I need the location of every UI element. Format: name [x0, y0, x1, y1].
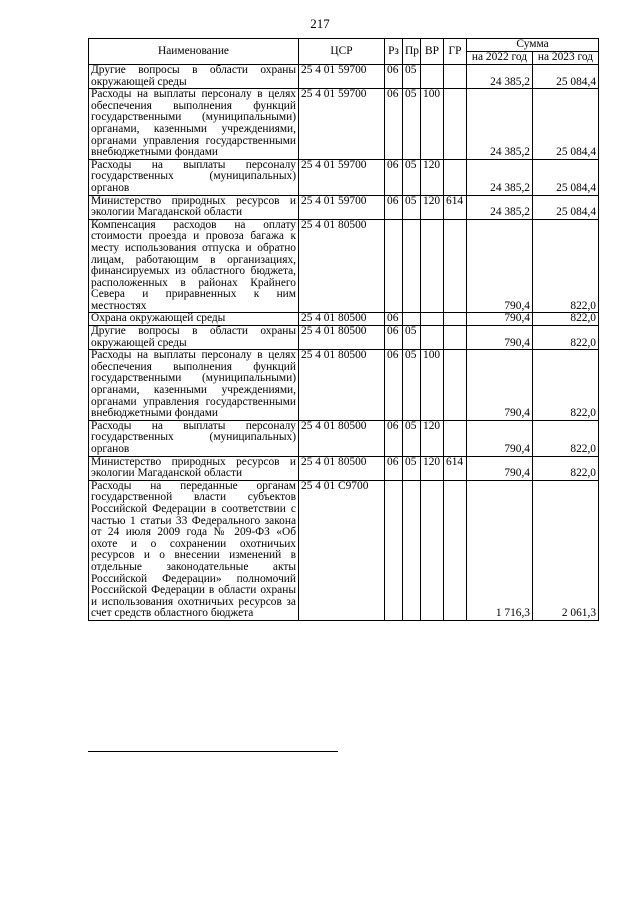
cell-name: Министерство природных ресурсов и экологии Магаданской области	[89, 195, 299, 219]
cell-sum-2023: 25 084,4	[533, 195, 599, 219]
cell-sum-2022: 790,4	[467, 350, 533, 421]
cell-rz: 06	[385, 195, 403, 219]
cell-rz: 06	[385, 456, 403, 480]
cell-rz: 06	[385, 326, 403, 350]
cell-sum-2022: 790,4	[467, 326, 533, 350]
cell-name: Охрана окружающей среды	[89, 313, 299, 326]
header-sum: Сумма	[467, 39, 599, 52]
cell-pr	[403, 313, 421, 326]
cell-sum-2022: 24 385,2	[467, 65, 533, 89]
cell-sum-2023: 822,0	[533, 456, 599, 480]
cell-gr	[444, 159, 467, 195]
cell-rz: 06	[385, 65, 403, 89]
cell-vr	[421, 219, 444, 313]
cell-rz: 06	[385, 159, 403, 195]
cell-sum-2022: 790,4	[467, 313, 533, 326]
cell-name: Расходы на выплаты персоналу государственных (муниципальных) органов	[89, 159, 299, 195]
cell-vr: 100	[421, 350, 444, 421]
cell-csr: 25 4 01 80500	[299, 456, 385, 480]
cell-sum-2023: 822,0	[533, 350, 599, 421]
cell-csr: 25 4 01 59700	[299, 89, 385, 160]
cell-sum-2022: 1 716,3	[467, 480, 533, 620]
cell-sum-2023: 822,0	[533, 326, 599, 350]
cell-sum-2023: 25 084,4	[533, 89, 599, 160]
cell-sum-2023: 822,0	[533, 313, 599, 326]
cell-gr	[444, 420, 467, 456]
cell-pr: 05	[403, 456, 421, 480]
header-pr: Пр	[403, 39, 421, 65]
cell-vr	[421, 326, 444, 350]
cell-rz: 06	[385, 89, 403, 160]
cell-vr: 120	[421, 159, 444, 195]
cell-sum-2023: 822,0	[533, 420, 599, 456]
cell-name: Другие вопросы в области охраны окружающей среды	[89, 326, 299, 350]
cell-csr: 25 4 01 59700	[299, 159, 385, 195]
cell-gr	[444, 219, 467, 313]
header-csr: ЦСР	[299, 39, 385, 65]
cell-vr: 120	[421, 195, 444, 219]
cell-vr	[421, 480, 444, 620]
cell-gr	[444, 326, 467, 350]
cell-pr: 05	[403, 420, 421, 456]
cell-sum-2023: 25 084,4	[533, 159, 599, 195]
cell-pr: 05	[403, 159, 421, 195]
cell-csr: 25 4 01 80500	[299, 350, 385, 421]
cell-pr: 05	[403, 195, 421, 219]
cell-name: Расходы на выплаты персоналу государственных (муниципальных) органов	[89, 420, 299, 456]
table-row	[89, 420, 599, 456]
table-row	[89, 89, 599, 160]
cell-csr: 25 4 01 80500	[299, 313, 385, 326]
cell-csr: 25 4 01 59700	[299, 195, 385, 219]
cell-gr: 614	[444, 456, 467, 480]
cell-vr: 120	[421, 420, 444, 456]
cell-pr: 05	[403, 65, 421, 89]
table-row	[89, 219, 599, 313]
cell-rz: 06	[385, 313, 403, 326]
header-vr: ВР	[421, 39, 444, 65]
cell-gr: 614	[444, 195, 467, 219]
cell-vr: 100	[421, 89, 444, 160]
cell-pr	[403, 480, 421, 620]
cell-rz: 06	[385, 420, 403, 456]
table-row	[89, 480, 599, 620]
cell-name: Компенсация расходов на оплату стоимости проезда и провоза багажа к месту использования отпуска и обратно лицам, работающим в организациях, финансируемых из областного бюджета, расположенных в районах Крайнего Севера и приравненных к ним местностях	[89, 219, 299, 313]
budget-table	[88, 38, 599, 621]
cell-gr	[444, 65, 467, 89]
table-row	[89, 195, 599, 219]
cell-sum-2022: 790,4	[467, 456, 533, 480]
header-rz: Рз	[385, 39, 403, 65]
cell-gr	[444, 480, 467, 620]
cell-pr: 05	[403, 326, 421, 350]
table-row	[89, 159, 599, 195]
cell-sum-2022: 790,4	[467, 420, 533, 456]
cell-rz: 06	[385, 350, 403, 421]
cell-name: Министерство природных ресурсов и экологии Магаданской области	[89, 456, 299, 480]
cell-gr	[444, 350, 467, 421]
table-row	[89, 350, 599, 421]
cell-gr	[444, 89, 467, 160]
cell-csr: 25 4 01 80500	[299, 420, 385, 456]
header-name: Наименование	[89, 39, 299, 65]
cell-name: Расходы на выплаты персоналу в целях обеспечения выполнения функций государственными (муниципальными) органами, казенными учреждениями, органами управления государственными внебюджетными фондами	[89, 350, 299, 421]
header-year-2023: на 2023 год	[533, 52, 599, 65]
cell-sum-2023: 25 084,4	[533, 65, 599, 89]
cell-name: Расходы на переданные органам государственной власти субъектов Российской Федерации в соответствии с частью 1 статьи 33 Федерального закона от 24 июля 2009 года № 209-ФЗ «Об охоте и о сохранении охотничьих ресурсов и о внесении изменений в отдельные законодательные акты Российской Федерации» полномочий Российской Федерации в области охраны и использования охотничьих ресурсов за счет средств областного бюджета	[89, 480, 299, 620]
page-number: 217	[310, 16, 330, 31]
header-gr: ГР	[444, 39, 467, 65]
cell-pr	[403, 219, 421, 313]
table-row	[89, 456, 599, 480]
table-row	[89, 313, 599, 326]
cell-sum-2022: 24 385,2	[467, 195, 533, 219]
cell-name: Расходы на выплаты персоналу в целях обеспечения выполнения функций государственными (муниципальными) органами, казенными учреждениями, органами управления государственными внебюджетными фондами	[89, 89, 299, 160]
cell-sum-2023: 822,0	[533, 219, 599, 313]
table-row	[89, 65, 599, 89]
cell-vr: 120	[421, 456, 444, 480]
footnote-separator	[88, 751, 338, 752]
cell-pr: 05	[403, 350, 421, 421]
cell-pr: 05	[403, 89, 421, 160]
cell-csr: 25 4 01 С9700	[299, 480, 385, 620]
cell-sum-2022: 790,4	[467, 219, 533, 313]
cell-sum-2023: 2 061,3	[533, 480, 599, 620]
cell-name: Другие вопросы в области охраны окружающей среды	[89, 65, 299, 89]
cell-rz	[385, 480, 403, 620]
table-row	[89, 326, 599, 350]
header-year-2022: на 2022 год	[467, 52, 533, 65]
cell-sum-2022: 24 385,2	[467, 89, 533, 160]
cell-rz	[385, 219, 403, 313]
cell-csr: 25 4 01 59700	[299, 65, 385, 89]
cell-sum-2022: 24 385,2	[467, 159, 533, 195]
cell-csr: 25 4 01 80500	[299, 326, 385, 350]
cell-vr	[421, 65, 444, 89]
cell-gr	[444, 313, 467, 326]
cell-vr	[421, 313, 444, 326]
cell-csr: 25 4 01 80500	[299, 219, 385, 313]
